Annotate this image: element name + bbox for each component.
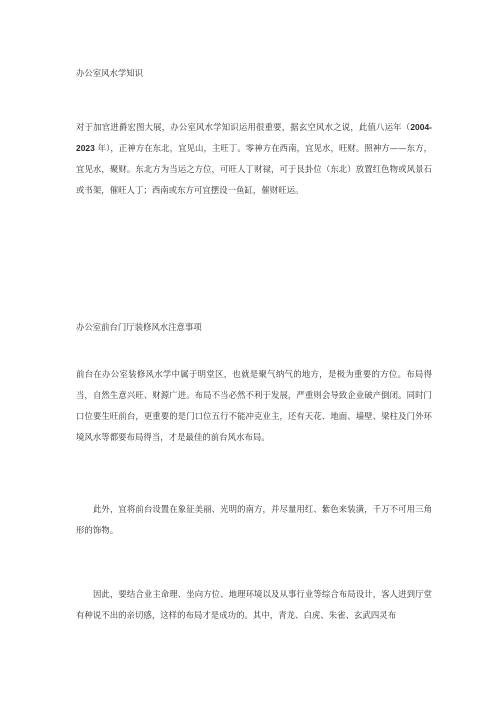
paragraph-text-after-years: 年），正神方在东北，宜见山，主旺丁。零神方在西南，宜见水，旺财。照神方——东方，宜见水，聚财。东北方为当运之方位，可旺人丁财禄，可于艮卦位（东北）放置红色物或风景石或书架，催旺人丁；西南或东方可宜摆设一鱼缸，催财旺运。	[76, 143, 432, 195]
paragraph-front-desk-2: 此外，宜将前台设置在象征美丽、光明的南方，并尽量用红、紫色来装潢，千万不可用三角形的饰物。	[76, 504, 432, 535]
section-title-front-desk: 办公室前台门厅装修风水注意事项	[76, 322, 202, 332]
paragraph-office-fengshui-intro	[76, 117, 432, 201]
section-title-office-fengshui: 办公室风水学知识	[76, 68, 143, 78]
years-range: 2004-2023	[76, 122, 432, 153]
paragraph-text-before-years: 对于加官进爵宏图大展，办公室风水学知识运用很重要，据玄空风水之说，此值八运年（	[76, 122, 411, 132]
paragraph-front-desk-3: 因此，要结合业主命理、坐向方位、地理环境以及从事行业等综合布局设计，客人进到厅堂有种说不出的亲切感，这样的布局才是成功的。其中，青龙、白虎、朱雀、玄武四灵布	[76, 589, 432, 620]
paragraph-front-desk-1: 前台在办公室装修风水学中属于明堂区，也就是聚气纳气的地方，是极为重要的方位。布局得当，自然生意兴旺、财源广进。布局不当必然不利于发展，严重则会导致企业破产倒闭。同时门口位要生旺前台，更重要的是门口位五行不能冲克业主，还有天花、地面、墙壁、梁柱及门外环境风水等都要布局得当，才是最佳的前台风水布局。	[76, 369, 432, 442]
